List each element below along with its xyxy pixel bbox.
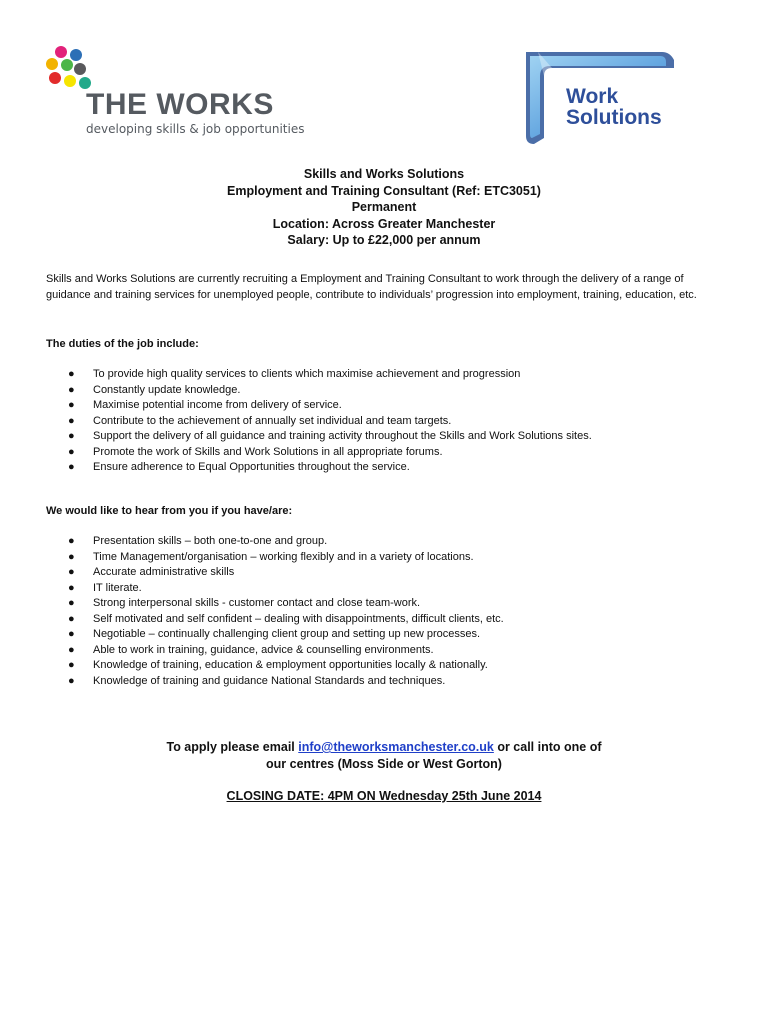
bullet-icon: ● — [68, 566, 75, 578]
list-item-text: Time Management/organisation – working flexibly and in a variety of locations. — [93, 550, 474, 563]
list-item — [46, 565, 726, 581]
logo-dot — [49, 72, 61, 84]
the-works-logo — [44, 48, 314, 140]
bullet-icon: ● — [68, 430, 75, 442]
bullet-icon: ● — [68, 581, 75, 594]
bullet-icon: ● — [68, 461, 75, 473]
bullet-icon: ● — [68, 383, 75, 396]
list-item — [46, 429, 726, 445]
work-solutions-line2: Solutions — [566, 106, 662, 129]
bullet-icon: ● — [68, 445, 75, 458]
work-solutions-logo — [512, 46, 688, 146]
list-item — [46, 596, 726, 612]
apply-email-link[interactable]: info@theworksmanchester.co.uk — [298, 740, 494, 754]
logo-dot — [55, 46, 67, 58]
list-item — [46, 612, 726, 628]
bullet-icon: ● — [68, 597, 75, 609]
logo-dot — [70, 49, 82, 61]
list-item — [46, 414, 726, 430]
works-logo-tagline: developing skills & job opportunities — [86, 122, 305, 136]
list-item-text: Constantly update knowledge. — [93, 383, 241, 396]
list-item-text: Able to work in training, guidance, advice & counselling environments. — [93, 643, 434, 656]
list-item-text: Support the delivery of all guidance and training activity throughout the Skills and Work Solutions sites. — [93, 430, 592, 442]
bullet-icon: ● — [68, 659, 75, 671]
list-item — [46, 643, 726, 659]
apply-instructions — [0, 739, 768, 773]
list-item — [46, 383, 726, 399]
list-item-text: Knowledge of training and guidance National Standards and techniques. — [93, 674, 446, 687]
list-item-text: Self motivated and self confident – dealing with disappointments, difficult clients, etc. — [93, 612, 504, 625]
logo-dot — [61, 59, 73, 71]
bullet-icon: ● — [68, 643, 75, 656]
apply-line-2: our centres (Moss Side or West Gorton) — [266, 757, 502, 771]
list-item — [46, 658, 726, 674]
logo-dot — [74, 63, 86, 75]
bullet-icon: ● — [68, 550, 75, 563]
duties-list — [46, 367, 726, 476]
heading-salary: Salary: Up to £22,000 per annum — [287, 233, 481, 247]
bullet-icon: ● — [68, 535, 75, 547]
list-item-text: Accurate administrative skills — [93, 566, 235, 578]
list-item-text: Promote the work of Skills and Work Solutions in all appropriate forums. — [93, 445, 443, 458]
heading-company: Skills and Works Solutions — [303, 167, 465, 181]
list-item-text: Strong interpersonal skills - customer contact and close team-work. — [93, 597, 421, 609]
apply-prefix: To apply please email — [166, 740, 295, 754]
list-item — [46, 398, 726, 414]
intro-paragraph: Skills and Works Solutions are currently recruiting a Employment and Training Consultant to work through the delivery of a range of guidance and training services for unemployed people, contribute to individuals’ progression into employment, training, education, etc. — [46, 273, 697, 301]
duties-heading: The duties of the job include: — [46, 338, 199, 350]
bullet-icon: ● — [68, 612, 75, 625]
list-item — [46, 367, 726, 383]
list-item — [46, 460, 726, 476]
bullet-icon: ● — [68, 399, 75, 411]
bullet-icon: ● — [68, 674, 75, 687]
requirements-heading: We would like to hear from you if you have/are: — [46, 505, 293, 517]
requirements-list — [46, 534, 726, 689]
works-logo-title: THE WORKS — [86, 88, 274, 121]
list-item — [46, 581, 726, 597]
list-item — [46, 627, 726, 643]
bullet-icon: ● — [68, 368, 75, 380]
list-item-text: Contribute to the achievement of annually set individual and team targets. — [93, 414, 452, 427]
closing-date: CLOSING DATE: 4PM ON Wednesday 25th June 2014 — [226, 789, 542, 803]
logo-dot — [64, 75, 76, 87]
apply-suffix: or call into one of — [497, 740, 602, 754]
apply-line-1 — [0, 739, 768, 756]
work-solutions-line1: Work — [566, 85, 619, 108]
list-item — [46, 445, 726, 461]
logo-dot — [46, 58, 58, 70]
heading-contract-type: Permanent — [351, 200, 417, 214]
job-heading — [0, 166, 768, 249]
heading-job-title: Employment and Training Consultant (Ref: ETC3051) — [227, 183, 541, 198]
list-item-text: Negotiable – continually challenging client group and setting up new processes. — [93, 628, 481, 640]
bullet-icon: ● — [68, 414, 75, 427]
list-item-text: Maximise potential income from delivery of service. — [93, 399, 342, 411]
heading-location: Location: Across Greater Manchester — [272, 216, 496, 231]
list-item-text: IT literate. — [93, 581, 142, 594]
list-item — [46, 550, 726, 566]
list-item-text: Presentation skills – both one-to-one and group. — [93, 535, 328, 547]
list-item-text: Knowledge of training, education & employment opportunities locally & nationally. — [93, 659, 488, 671]
list-item-text: Ensure adherence to Equal Opportunities throughout the service. — [93, 461, 410, 473]
list-item — [46, 674, 726, 690]
list-item-text: To provide high quality services to clients which maximise achievement and progression — [93, 368, 521, 380]
bullet-icon: ● — [68, 628, 75, 640]
list-item — [46, 534, 726, 550]
work-solutions-wordmark — [566, 86, 662, 128]
